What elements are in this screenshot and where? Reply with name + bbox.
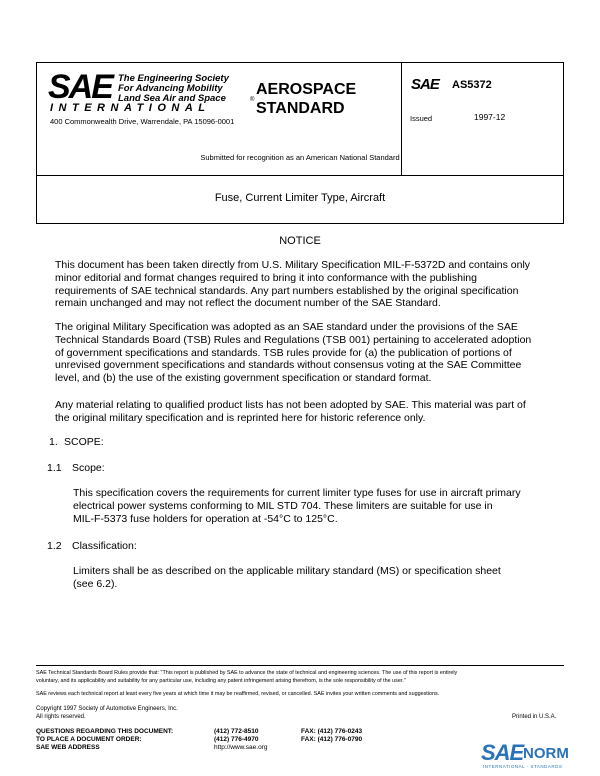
text-line: minor editorial and format changes required to bring it into conformance with the publishing (55, 271, 477, 284)
society-line-1: The Engineering Society (118, 73, 229, 84)
title-bottom-border (36, 223, 564, 224)
text-line: This specification covers the requirements for current limiter type fuses for use in aircraft primary (73, 487, 521, 499)
text-line: (see 6.2). (73, 577, 118, 590)
issued-label: Issued (410, 114, 433, 123)
sae-address: 400 Commonwealth Drive, Warrendale, PA 15096-0001 (50, 117, 235, 126)
section-1-2-body (73, 565, 501, 591)
registered-mark: ® (250, 97, 255, 103)
order-phone: (412) 776-4970 (214, 736, 259, 743)
text-line: The original Military Specification was adopted as an SAE standard under the provisions of the SAE (55, 321, 518, 333)
section-1-1-number: 1.1 (47, 462, 62, 474)
notice-paragraph-3 (55, 399, 526, 425)
sae-norm-watermark-text: NORM (523, 745, 569, 762)
footer-policy-line-1: SAE Technical Standards Board Rules provide that: "This report is published by SAE to advance the state of technical and engineering sciences. The use of this report is entirely (36, 670, 458, 676)
web-label: SAE WEB ADDRESS (36, 744, 100, 751)
footer-rights: All rights reserved. (36, 714, 86, 720)
section-1-2-number: 1.2 (47, 540, 62, 552)
document-title: Fuse, Current Limiter Type, Aircraft (214, 192, 386, 204)
sae-logo: SAE (48, 68, 112, 106)
society-tagline (118, 74, 229, 104)
international-wordmark: INTERNATIONAL (50, 102, 211, 114)
text-line: Technical Standards Board (TSB) Rules and Regulations (TSB 001) pertaining to accelerated adoption (55, 333, 532, 346)
footer-printed: Printed in U.S.A. (512, 714, 557, 720)
footer-policy-line-2: voluntary, and its applicability and suitability for any particular use, including any patent infringement arising therefrom, is the sole responsibility of the user." (36, 678, 406, 684)
footer-policy (36, 669, 566, 685)
sae-small-logo: SAE (411, 76, 439, 93)
text-line: unrevised government specifications and standards without consensus voting at the SAE Committee (55, 359, 522, 372)
footer-copyright: Copyright 1997 Society of Automotive Engineers, Inc. (36, 706, 178, 712)
header-bottom-border (36, 175, 564, 176)
sae-norm-watermark-subtitle: INTERNATIONAL · STANDARDS (483, 764, 563, 769)
order-fax: FAX: (412) 776-0790 (301, 736, 363, 743)
questions-phone: (412) 772-8510 (214, 728, 259, 735)
questions-fax: FAX: (412) 776-0243 (301, 728, 363, 735)
standard-type-line-1: AEROSPACE (256, 81, 357, 98)
society-line-2: For Advancing Mobility (118, 83, 223, 94)
society-line-3: Land Sea Air and Space (118, 93, 226, 104)
text-line: remain unchanged and may not reflect the document number of the SAE Standard. (55, 297, 441, 310)
footer-review: SAE reviews each technical report at least every five years at which time it may be reaffirmed, revised, or cancelled. SAE invites your written comments and suggestions. (36, 691, 440, 697)
issued-date: 1997-12 (474, 112, 506, 122)
notice-paragraph-2 (55, 321, 531, 385)
text-line: Any material relating to qualified product lists has not been adopted by SAE. This material was part of (55, 399, 526, 411)
text-line: the original military specification and is reprinted here for historic reference only. (55, 411, 426, 424)
section-1-number: 1. (49, 436, 58, 448)
sae-norm-watermark-logo: SAE (481, 740, 524, 765)
section-1-1-title: Scope: (72, 462, 105, 474)
section-1-1-body (73, 487, 521, 525)
text-line: This document has been taken directly from U.S. Military Specification MIL-F-5372D and contains only (55, 259, 531, 271)
document-number: AS5372 (452, 79, 492, 91)
header-top-border (36, 62, 564, 63)
notice-heading: NOTICE (279, 235, 321, 247)
web-url[interactable]: http://www.sae.org (214, 744, 268, 751)
text-line: MIL-F-5373 fuse holders for operation at -54°C to 125°C. (73, 512, 338, 525)
submitted-note: Submitted for recognition as an American National Standard (200, 153, 400, 162)
standard-type (256, 80, 356, 118)
section-1-2-title: Classification: (72, 540, 137, 552)
notice-paragraph-1 (55, 259, 530, 310)
text-line: electrical power systems conforming to MIL STD 704. These limiters are suitable for use in (73, 499, 493, 512)
section-1-title: SCOPE: (64, 436, 104, 448)
footer-top-border (36, 665, 564, 666)
text-line: Limiters shall be as described on the applicable military standard (MS) or specification sheet (73, 565, 501, 577)
text-line: level, and (b) the use of the existing government specification or standard format. (55, 372, 432, 385)
text-line: requirements of SAE technical standards. Any part numbers established by the original specification (55, 284, 519, 297)
standard-type-line-2: STANDARD (256, 100, 345, 117)
order-label: TO PLACE A DOCUMENT ORDER: (36, 736, 142, 743)
questions-label: QUESTIONS REGARDING THIS DOCUMENT: (36, 728, 174, 735)
text-line: of government specifications and standards. TSB rules provide for (a) the publication of portions of (55, 346, 512, 359)
